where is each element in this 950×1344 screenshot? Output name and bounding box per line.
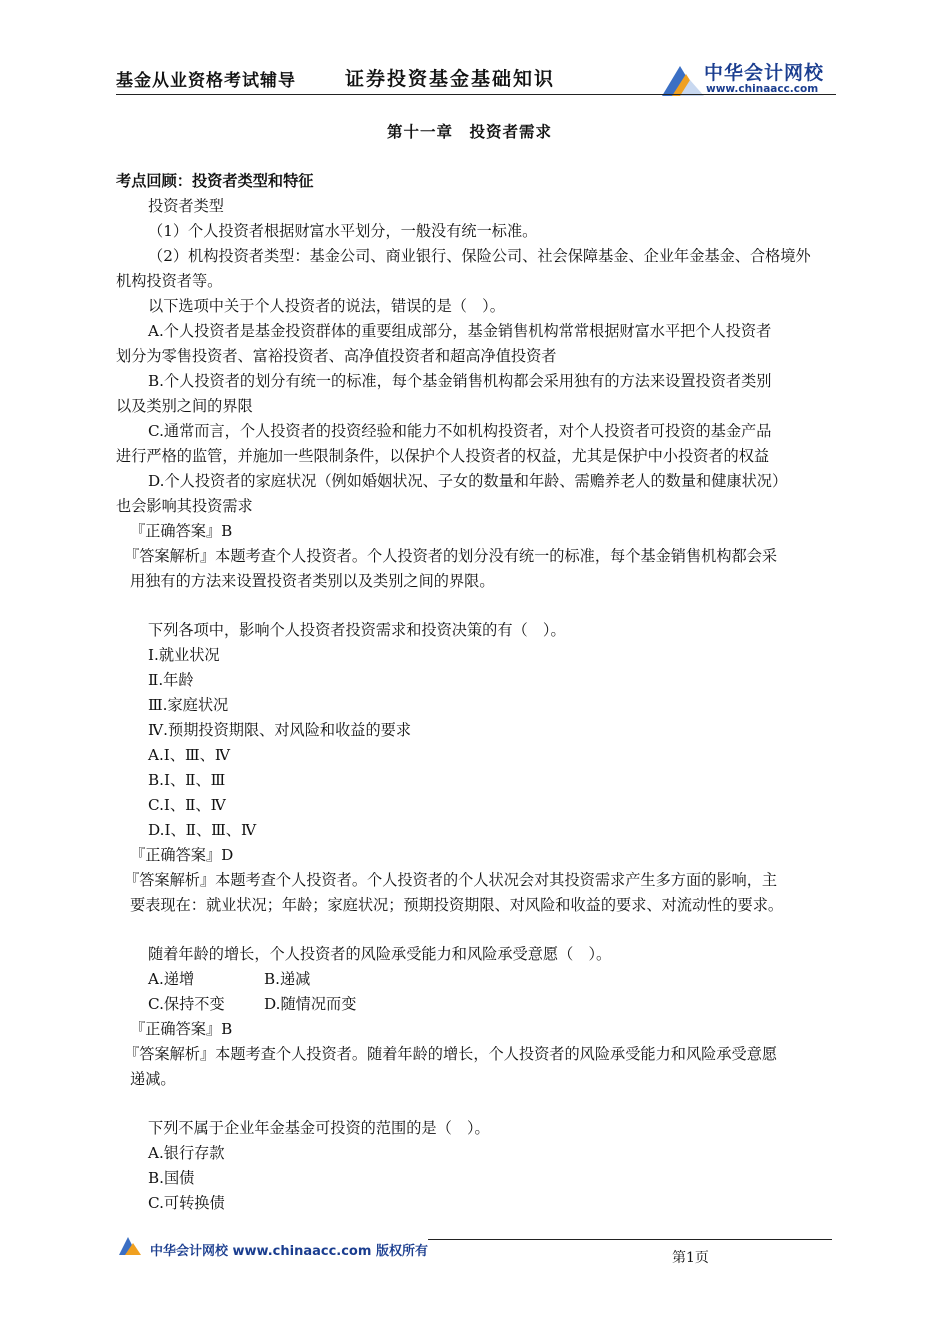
text-line: C.可转换债 — [148, 1194, 225, 1212]
header-subject-title: 证券投资基金基础知识 — [345, 68, 556, 90]
text-line: D.随情况而变 — [264, 995, 357, 1013]
text-line: B.Ⅰ、Ⅱ、Ⅲ — [148, 771, 226, 789]
text-line: D.个人投资者的家庭状况（例如婚姻状况、子女的数量和年龄、需赡养老人的数量和健康状况） — [148, 472, 788, 490]
text-line: 递减。 — [130, 1070, 176, 1088]
text-line: C.通常而言，个人投资者的投资经验和能力不如机构投资者，对个人投资者可投资的基金产品 — [148, 422, 772, 440]
text-line: D.Ⅰ、Ⅱ、Ⅲ、Ⅳ — [148, 821, 257, 839]
text-line: 以及类别之间的界限 — [116, 397, 253, 415]
text-line: 下列各项中，影响个人投资者投资需求和投资决策的有（ ）。 — [148, 621, 566, 639]
text-line: 要表现在：就业状况；年龄；家庭状况；预期投资期限、对风险和收益的要求、对流动性的要求。 — [130, 896, 784, 914]
text-line: A.个人投资者是基金投资群体的重要组成部分，基金销售机构常常根据财富水平把个人投资者 — [148, 322, 772, 340]
text-line: Ⅳ.预期投资期限、对风险和收益的要求 — [148, 721, 412, 739]
text-line: Ⅱ.年龄 — [148, 671, 194, 689]
page-number: 第1页 — [672, 1250, 709, 1266]
text-line: 下列不属于企业年金基金可投资的范围的是（ ）。 — [148, 1119, 490, 1137]
chapter-title: 第十一章 投资者需求 — [387, 122, 553, 141]
text-line: 机构投资者等。 — [116, 272, 223, 290]
text-line: 随着年龄的增长，个人投资者的风险承受能力和风险承受意愿（ ）。 — [148, 945, 612, 963]
text-line: A.银行存款 — [148, 1144, 225, 1162]
text-line: C.Ⅰ、Ⅱ、Ⅳ — [148, 796, 226, 814]
text-line: 『答案解析』本题考查个人投资者。个人投资者的个人状况会对其投资需求产生多方面的影响，主 — [124, 871, 778, 889]
text-line: Ⅲ.家庭状况 — [148, 696, 229, 714]
text-line: 进行严格的监管，并施加一些限制条件，以保护个人投资者的权益，尤其是保护中小投资者的权益 — [116, 447, 770, 465]
text-line: A.Ⅰ、Ⅲ、Ⅳ — [148, 746, 230, 764]
header-divider — [116, 94, 836, 95]
text-line: 『正确答案』B — [130, 1020, 233, 1038]
footer-divider — [428, 1239, 832, 1240]
text-line: B.递减 — [264, 970, 311, 988]
text-line: 『正确答案』B — [130, 522, 233, 540]
text-line: 划分为零售投资者、富裕投资者、高净值投资者和超高净值投资者 — [116, 347, 557, 365]
text-line: C.保持不变 — [148, 995, 225, 1013]
header-logo-url: www.chinaacc.com — [706, 83, 819, 95]
footer-logo-icon — [118, 1233, 144, 1257]
text-line: 『答案解析』本题考查个人投资者。随着年龄的增长，个人投资者的风险承受能力和风险承受意愿 — [124, 1045, 778, 1063]
text-line: A.递增 — [148, 970, 195, 988]
text-line: （1）个人投资者根据财富水平划分，一般没有统一标准。 — [148, 222, 538, 240]
text-line: 『正确答案』D — [130, 846, 234, 864]
section-title: 考点回顾：投资者类型和特征 — [116, 172, 314, 190]
text-line: 投资者类型 — [148, 197, 224, 215]
text-line: 也会影响其投资需求 — [116, 497, 253, 515]
text-line: （2）机构投资者类型：基金公司、商业银行、保险公司、社会保障基金、企业年金基金、合格境外 — [148, 247, 811, 265]
header-logo-name: 中华会计网校 — [704, 62, 825, 84]
text-line: Ⅰ.就业状况 — [148, 646, 220, 664]
footer-copyright: 中华会计网校 www.chinaacc.com 版权所有 — [150, 1244, 428, 1259]
text-line: 用独有的方法来设置投资者类别以及类别之间的界限。 — [130, 572, 495, 590]
text-line: B.国债 — [148, 1169, 195, 1187]
text-line: B.个人投资者的划分有统一的标准，每个基金销售机构都会采用独有的方法来设置投资者类别 — [148, 372, 772, 390]
text-line: 以下选项中关于个人投资者的说法，错误的是（ ）。 — [148, 297, 505, 315]
text-line: 『答案解析』本题考查个人投资者。个人投资者的划分没有统一的标准，每个基金销售机构都会采 — [124, 547, 778, 565]
header-exam-title: 基金从业资格考试辅导 — [116, 71, 296, 91]
